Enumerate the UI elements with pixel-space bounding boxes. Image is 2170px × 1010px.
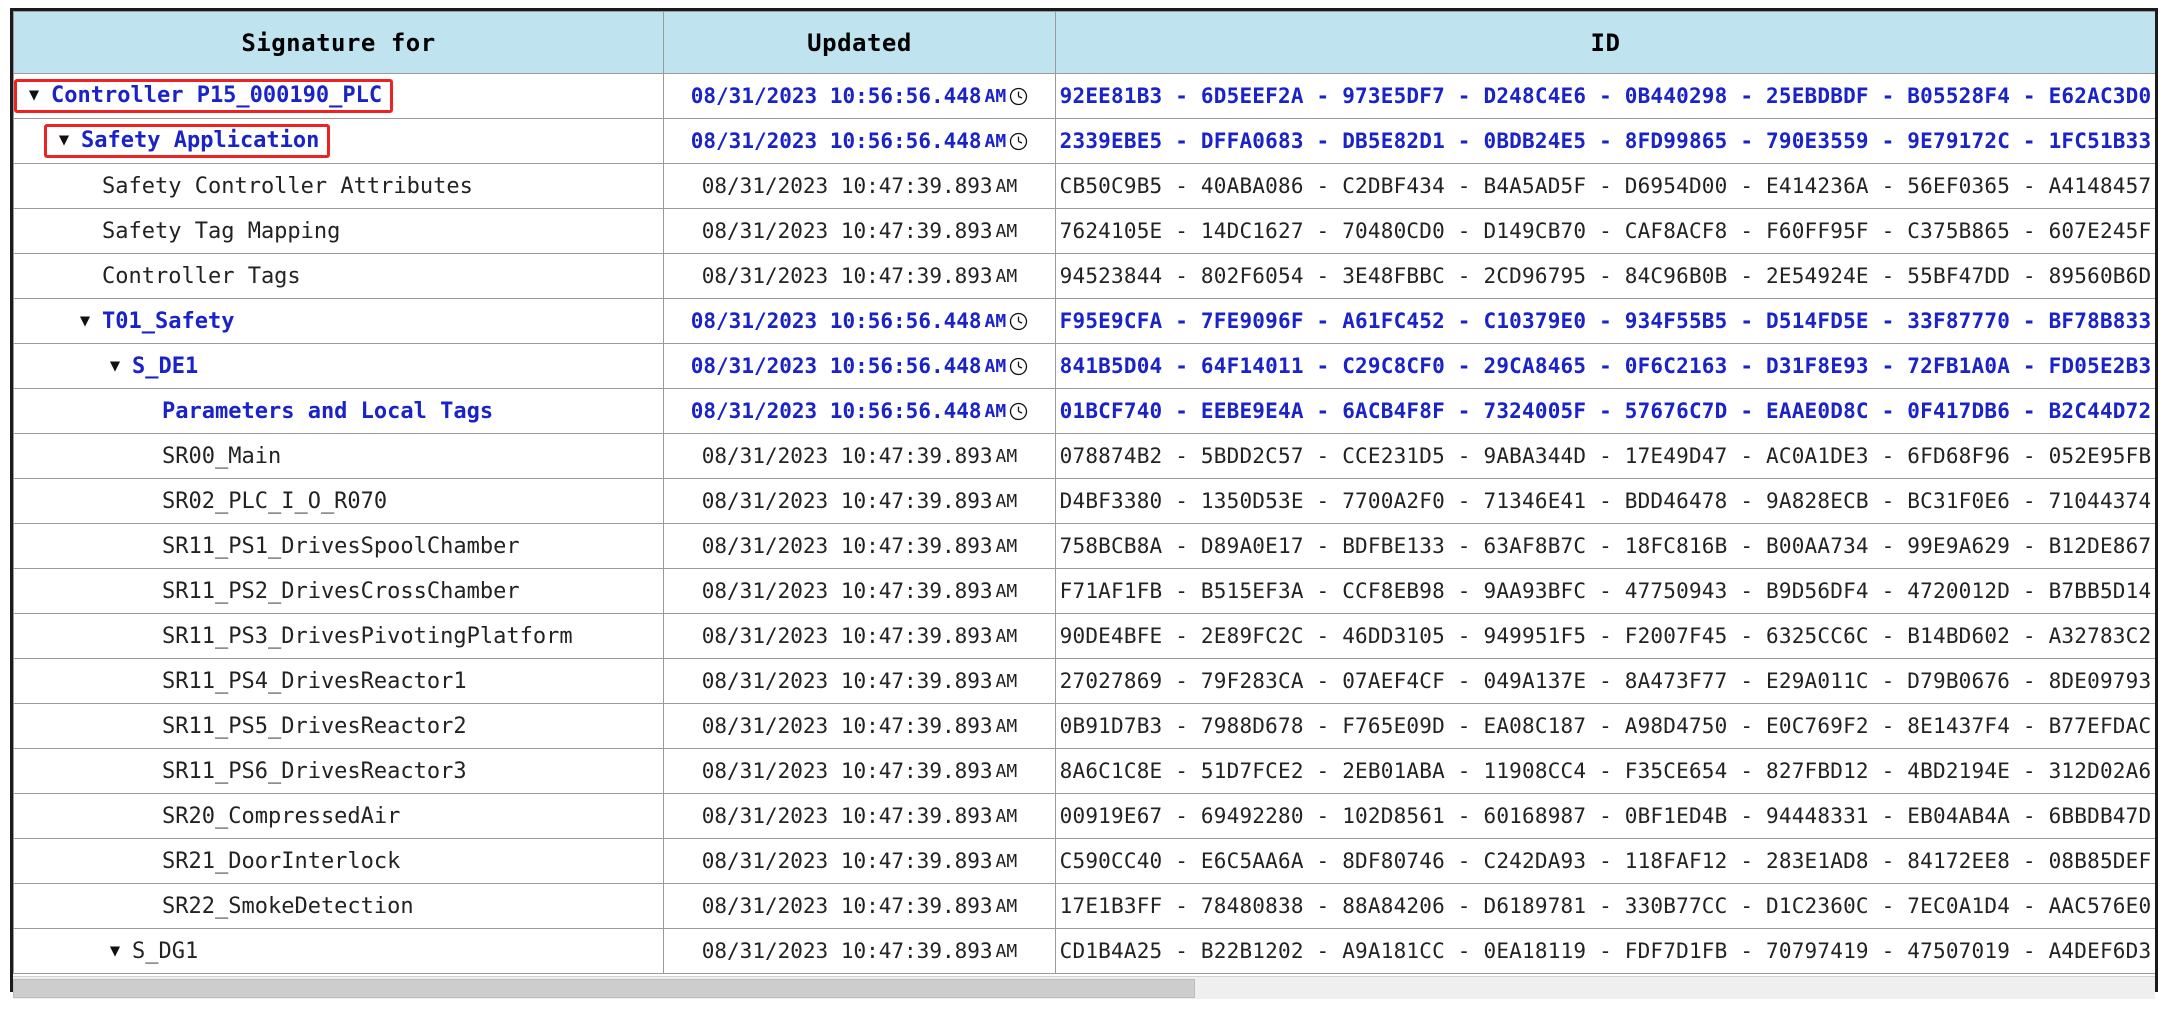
updated-timestamp: 08/31/2023 10:47:39.893 bbox=[701, 939, 993, 963]
tree-node bbox=[134, 804, 400, 829]
signature-table-panel bbox=[10, 8, 2158, 992]
cell-id: 7624105E - 14DC1627 - 70480CD0 - D149CB70 - CAF8ACF8 - F60FF95F - C375B865 - 607E245F bbox=[1056, 209, 2156, 254]
cell-updated bbox=[664, 119, 1056, 164]
row-label: SR11_PS3_DrivesPivotingPlatform bbox=[162, 623, 573, 649]
cell-updated bbox=[664, 74, 1056, 119]
tree-spacer-icon bbox=[134, 583, 156, 600]
updated-timestamp: 08/31/2023 10:47:39.893 bbox=[701, 759, 993, 783]
cell-id: 27027869 - 79F283CA - 07AEF4CF - 049A137E - 8A473F77 - E29A011C - D79B0676 - 8DE09793 bbox=[1056, 659, 2156, 704]
row-label: SR11_PS1_DrivesSpoolChamber bbox=[162, 533, 520, 559]
cell-id: 17E1B3FF - 78480838 - 88A84206 - D6189781 - 330B77CC - D1C2360C - 7EC0A1D4 - AAC576E0 bbox=[1056, 884, 2156, 929]
cell-signature-for[interactable] bbox=[14, 119, 664, 164]
tree-node bbox=[74, 264, 301, 289]
clock-icon bbox=[1009, 312, 1028, 331]
table-row[interactable] bbox=[14, 209, 2156, 254]
clock-icon bbox=[1009, 357, 1028, 376]
tree-node bbox=[134, 489, 387, 514]
row-label: T01_Safety bbox=[102, 308, 235, 334]
row-label: SR11_PS6_DrivesReactor3 bbox=[162, 758, 467, 784]
table-row[interactable] bbox=[14, 749, 2156, 794]
table-row[interactable] bbox=[14, 884, 2156, 929]
tree-spacer-icon bbox=[134, 853, 156, 870]
tree-node bbox=[134, 759, 467, 784]
cell-id: F95E9CFA - 7FE9096F - A61FC452 - C10379E0 - 934F55B5 - D514FD5E - 33F87770 - BF78B833 bbox=[1056, 299, 2156, 344]
cell-id: CB50C9B5 - 40ABA086 - C2DBF434 - B4A5AD5F - D6954D00 - E414236A - 56EF0365 - A4148457 bbox=[1056, 164, 2156, 209]
row-label: SR20_CompressedAir bbox=[162, 803, 401, 829]
table-row[interactable] bbox=[14, 389, 2156, 434]
updated-timestamp: 08/31/2023 10:47:39.893 bbox=[701, 579, 993, 603]
cell-signature-for[interactable] bbox=[14, 929, 664, 974]
cell-updated bbox=[664, 344, 1056, 389]
table-row[interactable] bbox=[14, 839, 2156, 884]
clock-icon bbox=[1009, 87, 1028, 106]
cell-updated bbox=[664, 389, 1056, 434]
cell-updated bbox=[664, 884, 1056, 929]
updated-timestamp: 08/31/2023 10:56:56.448 bbox=[690, 354, 982, 378]
updated-ampm: AM bbox=[984, 355, 1007, 377]
cell-updated bbox=[664, 434, 1056, 479]
cell-signature-for[interactable] bbox=[14, 434, 664, 479]
tree-spacer-icon bbox=[134, 763, 156, 780]
chevron-down-icon[interactable]: ▼ bbox=[109, 355, 121, 376]
cell-signature-for[interactable] bbox=[14, 299, 664, 344]
cell-signature-for[interactable] bbox=[14, 839, 664, 884]
tree-spacer-icon bbox=[74, 268, 96, 285]
cell-updated bbox=[664, 479, 1056, 524]
tree-spacer-icon bbox=[134, 628, 156, 645]
tree-spacer-icon bbox=[134, 538, 156, 555]
updated-timestamp: 08/31/2023 10:47:39.893 bbox=[701, 174, 993, 198]
cell-id: 0B91D7B3 - 7988D678 - F765E09D - EA08C187 - A98D4750 - E0C769F2 - 8E1437F4 - B77EFDAC bbox=[1056, 704, 2156, 749]
table-row[interactable] bbox=[14, 704, 2156, 749]
tree-spacer-icon bbox=[134, 448, 156, 465]
tree-spacer-icon bbox=[134, 673, 156, 690]
updated-timestamp: 08/31/2023 10:56:56.448 bbox=[690, 129, 982, 153]
updated-ampm: AM bbox=[995, 895, 1018, 917]
cell-updated bbox=[664, 209, 1056, 254]
row-label: SR00_Main bbox=[162, 443, 282, 469]
annotation-highlight-box bbox=[44, 124, 330, 158]
row-label: S_DG1 bbox=[132, 938, 199, 964]
cell-signature-for[interactable] bbox=[14, 344, 664, 389]
cell-id: 758BCB8A - D89A0E17 - BDFBE133 - 63AF8B7C - 18FC816B - B00AA734 - 99E9A629 - B12DE867 bbox=[1056, 524, 2156, 569]
cell-updated bbox=[664, 659, 1056, 704]
table-row[interactable] bbox=[14, 659, 2156, 704]
updated-ampm: AM bbox=[995, 220, 1018, 242]
tree-node bbox=[134, 399, 493, 424]
updated-ampm: AM bbox=[995, 175, 1018, 197]
tree-spacer-icon bbox=[134, 718, 156, 735]
updated-ampm: AM bbox=[995, 490, 1018, 512]
horizontal-scrollbar[interactable] bbox=[13, 976, 2155, 999]
tree-node bbox=[74, 174, 473, 199]
tree-node bbox=[134, 894, 414, 919]
cell-updated bbox=[664, 614, 1056, 659]
cell-id: 8A6C1C8E - 51D7FCE2 - 2EB01ABA - 11908CC4 - F35CE654 - 827FBD12 - 4BD2194E - 312D02A6 bbox=[1056, 749, 2156, 794]
cell-updated bbox=[664, 524, 1056, 569]
updated-ampm: AM bbox=[995, 670, 1018, 692]
table-row[interactable] bbox=[14, 524, 2156, 569]
cell-signature-for[interactable] bbox=[14, 74, 664, 119]
tree-spacer-icon bbox=[134, 493, 156, 510]
row-label: Safety Tag Mapping bbox=[102, 218, 341, 244]
updated-timestamp: 08/31/2023 10:47:39.893 bbox=[701, 804, 993, 828]
updated-ampm: AM bbox=[995, 850, 1018, 872]
row-label: SR22_SmokeDetection bbox=[162, 893, 414, 919]
row-label: Parameters and Local Tags bbox=[162, 398, 494, 424]
table-row[interactable] bbox=[14, 434, 2156, 479]
row-label: SR21_DoorInterlock bbox=[162, 848, 401, 874]
row-label: Safety Application bbox=[81, 128, 320, 153]
updated-timestamp: 08/31/2023 10:47:39.893 bbox=[701, 489, 993, 513]
scrollbar-thumb[interactable] bbox=[13, 979, 1195, 998]
updated-timestamp: 08/31/2023 10:47:39.893 bbox=[701, 264, 993, 288]
cell-id: 01BCF740 - EEBE9E4A - 6ACB4F8F - 7324005F - 57676C7D - EAAE0D8C - 0F417DB6 - B2C44D72 bbox=[1056, 389, 2156, 434]
cell-signature-for[interactable] bbox=[14, 524, 664, 569]
tree-node bbox=[134, 714, 467, 739]
column-header-id[interactable]: ID bbox=[1056, 12, 2156, 74]
updated-timestamp: 08/31/2023 10:47:39.893 bbox=[701, 714, 993, 738]
updated-ampm: AM bbox=[995, 940, 1018, 962]
row-label: SR11_PS4_DrivesReactor1 bbox=[162, 668, 467, 694]
updated-ampm: AM bbox=[995, 580, 1018, 602]
table-row[interactable] bbox=[14, 119, 2156, 164]
tree-node bbox=[104, 939, 198, 964]
updated-ampm: AM bbox=[995, 625, 1018, 647]
cell-signature-for[interactable] bbox=[14, 794, 664, 839]
tree-spacer-icon bbox=[74, 223, 96, 240]
chevron-down-icon[interactable]: ▼ bbox=[109, 940, 121, 961]
updated-ampm: AM bbox=[984, 400, 1007, 422]
tree-node bbox=[74, 309, 234, 334]
signature-table bbox=[13, 11, 2156, 974]
updated-timestamp: 08/31/2023 10:56:56.448 bbox=[690, 309, 982, 333]
table-row[interactable] bbox=[14, 164, 2156, 209]
cell-id: 00919E67 - 69492280 - 102D8561 - 60168987 - 0BF1ED4B - 94448331 - EB04AB4A - 6BBDB47D bbox=[1056, 794, 2156, 839]
row-label: S_DE1 bbox=[132, 353, 199, 379]
tree-node bbox=[134, 849, 400, 874]
cell-id: F71AF1FB - B515EF3A - CCF8EB98 - 9AA93BFC - 47750943 - B9D56DF4 - 4720012D - B7BB5D14 bbox=[1056, 569, 2156, 614]
annotation-highlight-box bbox=[14, 79, 393, 113]
cell-updated bbox=[664, 704, 1056, 749]
cell-id: C590CC40 - E6C5AA6A - 8DF80746 - C242DA93 - 118FAF12 - 283E1AD8 - 84172EE8 - 08B85DEF bbox=[1056, 839, 2156, 884]
cell-signature-for[interactable] bbox=[14, 389, 664, 434]
cell-id: 2339EBE5 - DFFA0683 - DB5E82D1 - 0BDB24E5 - 8FD99865 - 790E3559 - 9E79172C - 1FC51B33 bbox=[1056, 119, 2156, 164]
table-row[interactable] bbox=[14, 74, 2156, 119]
table-row[interactable] bbox=[14, 569, 2156, 614]
cell-updated bbox=[664, 929, 1056, 974]
cell-updated bbox=[664, 749, 1056, 794]
cell-updated bbox=[664, 569, 1056, 614]
tree-node bbox=[104, 354, 198, 379]
table-row[interactable] bbox=[14, 299, 2156, 344]
tree-node bbox=[134, 669, 467, 694]
updated-ampm: AM bbox=[995, 715, 1018, 737]
column-header-updated[interactable]: Updated bbox=[664, 12, 1056, 74]
row-label: SR11_PS5_DrivesReactor2 bbox=[162, 713, 467, 739]
updated-timestamp: 08/31/2023 10:47:39.893 bbox=[701, 534, 993, 558]
updated-ampm: AM bbox=[984, 130, 1007, 152]
updated-ampm: AM bbox=[995, 445, 1018, 467]
table-header-row bbox=[14, 12, 2156, 74]
table-row[interactable] bbox=[14, 344, 2156, 389]
tree-node bbox=[134, 624, 573, 649]
tree-node bbox=[134, 534, 520, 559]
updated-timestamp: 08/31/2023 10:56:56.448 bbox=[690, 84, 982, 108]
cell-updated bbox=[664, 254, 1056, 299]
cell-signature-for[interactable] bbox=[14, 209, 664, 254]
updated-ampm: AM bbox=[995, 760, 1018, 782]
cell-updated bbox=[664, 299, 1056, 344]
cell-signature-for[interactable] bbox=[14, 704, 664, 749]
cell-id: 94523844 - 802F6054 - 3E48FBBC - 2CD96795 - 84C96B0B - 2E54924E - 55BF47DD - 89560B6D bbox=[1056, 254, 2156, 299]
row-label: Controller Tags bbox=[102, 263, 301, 289]
row-label: SR11_PS2_DrivesCrossChamber bbox=[162, 578, 520, 604]
cell-id: CD1B4A25 - B22B1202 - A9A181CC - 0EA18119 - FDF7D1FB - 70797419 - 47507019 - A4DEF6D3 bbox=[1056, 929, 2156, 974]
column-header-signature-for[interactable]: Signature for bbox=[14, 12, 664, 74]
chevron-down-icon[interactable]: ▼ bbox=[79, 310, 91, 331]
cell-updated bbox=[664, 164, 1056, 209]
tree-node bbox=[134, 579, 520, 604]
updated-timestamp: 08/31/2023 10:47:39.893 bbox=[701, 624, 993, 648]
updated-ampm: AM bbox=[984, 310, 1007, 332]
cell-signature-for[interactable] bbox=[14, 254, 664, 299]
updated-ampm: AM bbox=[995, 805, 1018, 827]
clock-icon bbox=[1009, 402, 1028, 421]
updated-ampm: AM bbox=[984, 85, 1007, 107]
row-label: Safety Controller Attributes bbox=[102, 173, 473, 199]
updated-timestamp: 08/31/2023 10:47:39.893 bbox=[701, 219, 993, 243]
cell-signature-for[interactable] bbox=[14, 164, 664, 209]
table-row[interactable] bbox=[14, 614, 2156, 659]
updated-timestamp: 08/31/2023 10:47:39.893 bbox=[701, 849, 993, 873]
cell-id: D4BF3380 - 1350D53E - 7700A2F0 - 71346E41 - BDD46478 - 9A828ECB - BC31F0E6 - 71044374 bbox=[1056, 479, 2156, 524]
cell-signature-for[interactable] bbox=[14, 614, 664, 659]
cell-signature-for[interactable] bbox=[14, 659, 664, 704]
tree-spacer-icon bbox=[134, 898, 156, 915]
table-row[interactable] bbox=[14, 794, 2156, 839]
cell-signature-for[interactable] bbox=[14, 479, 664, 524]
tree-spacer-icon bbox=[134, 403, 156, 420]
cell-id: 92EE81B3 - 6D5EEF2A - 973E5DF7 - D248C4E6 - 0B440298 - 25EBDBDF - B05528F4 - E62AC3D0 bbox=[1056, 74, 2156, 119]
tree-spacer-icon bbox=[74, 178, 96, 195]
updated-timestamp: 08/31/2023 10:47:39.893 bbox=[701, 894, 993, 918]
chevron-down-icon[interactable]: ▼ bbox=[28, 85, 40, 105]
updated-ampm: AM bbox=[995, 535, 1018, 557]
table-row[interactable] bbox=[14, 929, 2156, 974]
cell-signature-for[interactable] bbox=[14, 749, 664, 794]
chevron-down-icon[interactable]: ▼ bbox=[58, 130, 70, 150]
updated-ampm: AM bbox=[995, 265, 1018, 287]
table-row[interactable] bbox=[14, 479, 2156, 524]
cell-id: 841B5D04 - 64F14011 - C29C8CF0 - 29CA8465 - 0F6C2163 - D31F8E93 - 72FB1A0A - FD05E2B3 bbox=[1056, 344, 2156, 389]
cell-updated bbox=[664, 839, 1056, 884]
updated-timestamp: 08/31/2023 10:47:39.893 bbox=[701, 444, 993, 468]
tree-spacer-icon bbox=[134, 808, 156, 825]
table-body bbox=[14, 74, 2156, 974]
updated-timestamp: 08/31/2023 10:56:56.448 bbox=[690, 399, 982, 423]
row-label: SR02_PLC_I_O_R070 bbox=[162, 488, 388, 514]
updated-timestamp: 08/31/2023 10:47:39.893 bbox=[701, 669, 993, 693]
cell-updated bbox=[664, 794, 1056, 839]
tree-node bbox=[134, 444, 281, 469]
cell-signature-for[interactable] bbox=[14, 884, 664, 929]
table-row[interactable] bbox=[14, 254, 2156, 299]
clock-icon bbox=[1009, 132, 1028, 151]
cell-id: 078874B2 - 5BDD2C57 - CCE231D5 - 9ABA344D - 17E49D47 - AC0A1DE3 - 6FD68F96 - 052E95FB bbox=[1056, 434, 2156, 479]
cell-signature-for[interactable] bbox=[14, 569, 664, 614]
cell-id: 90DE4BFE - 2E89FC2C - 46DD3105 - 949951F5 - F2007F45 - 6325CC6C - B14BD602 - A32783C2 bbox=[1056, 614, 2156, 659]
row-label: Controller P15_000190_PLC bbox=[51, 83, 383, 108]
tree-node bbox=[74, 219, 340, 244]
